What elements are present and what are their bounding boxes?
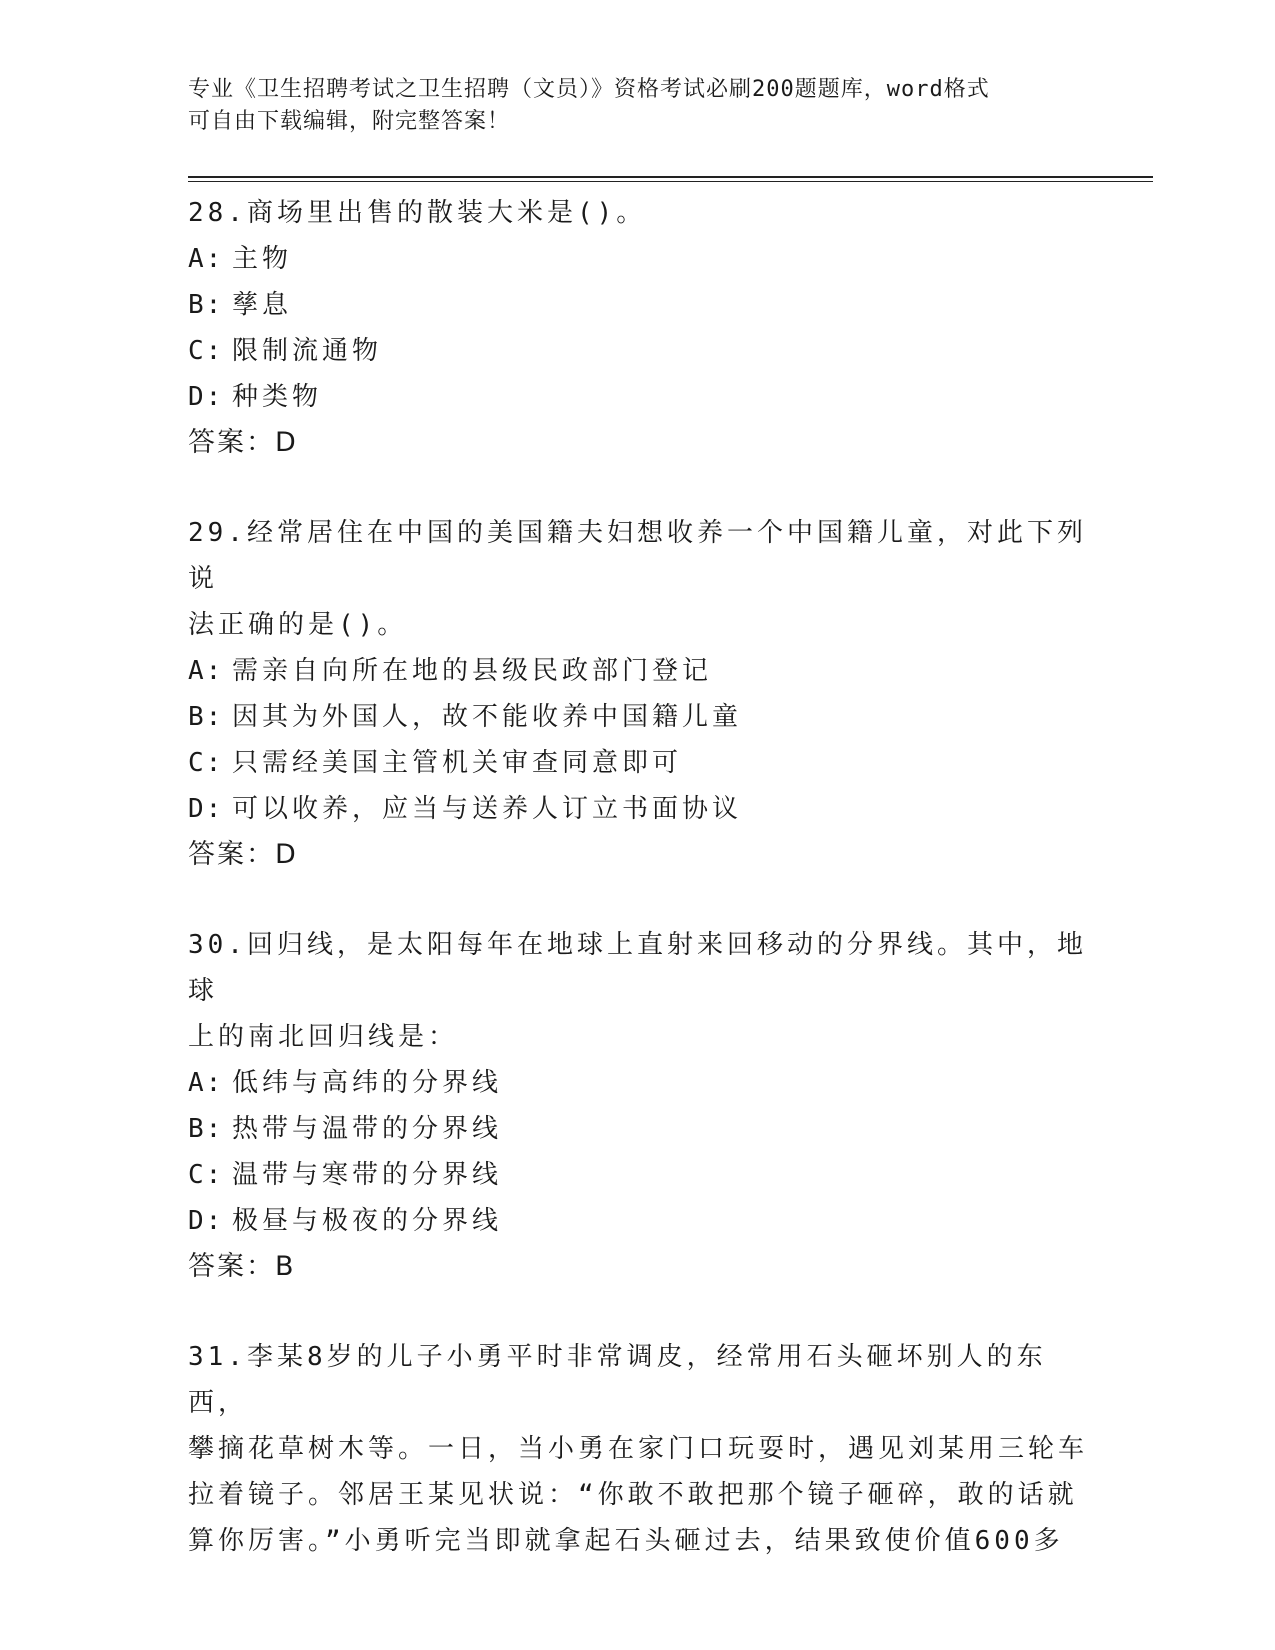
option-key: D:: [188, 794, 224, 824]
option-text: 主物: [232, 244, 293, 274]
option-d: [188, 374, 1088, 420]
option-c: [188, 328, 1088, 374]
option-text: 热带与温带的分界线: [232, 1114, 503, 1144]
option-text: 只需经美国主管机关审查同意即可: [232, 748, 683, 778]
header-line-2: 可自由下载编辑，附完整答案！: [188, 109, 511, 134]
question-stem: 30.回归线，是太阳每年在地球上直射来回移动的分界线。其中，地球: [188, 930, 1087, 1006]
option-key: C:: [188, 336, 224, 366]
question-31: [188, 1334, 1088, 1564]
answer-line: 答案：B: [188, 1251, 296, 1282]
option-key: D:: [188, 1206, 224, 1236]
option-a: [188, 236, 1088, 282]
header-divider-thick: [188, 176, 1153, 178]
option-key: D:: [188, 382, 224, 412]
question-stem: 29.经常居住在中国的美国籍夫妇想收养一个中国籍儿童，对此下列说: [188, 518, 1087, 594]
option-text: 限制流通物: [232, 336, 383, 366]
answer-line: 答案：D: [188, 839, 298, 870]
option-key: B:: [188, 290, 224, 320]
option-b: [188, 282, 1088, 328]
question-stem: 28.商场里出售的散装大米是()。: [188, 198, 647, 228]
option-text: 因其为外国人，故不能收养中国籍儿童: [232, 702, 743, 732]
option-text: 温带与寒带的分界线: [232, 1160, 503, 1190]
question-28: [188, 190, 1088, 466]
option-key: A:: [188, 656, 224, 686]
question-stem: 31.李某8岁的儿子小勇平时非常调皮，经常用石头砸坏别人的东西，: [188, 1342, 1047, 1418]
question-stem: 法正确的是()。: [188, 610, 408, 640]
question-stem: 攀摘花草树木等。一日，当小勇在家门口玩耍时，遇见刘某用三轮车: [188, 1434, 1089, 1464]
option-b: [188, 694, 1088, 740]
option-c: [188, 1152, 1088, 1198]
question-30: [188, 922, 1088, 1290]
option-text: 极昼与极夜的分界线: [232, 1206, 503, 1236]
option-key: A:: [188, 244, 224, 274]
question-29: [188, 510, 1088, 878]
option-d: [188, 1198, 1088, 1244]
option-a: [188, 648, 1088, 694]
document-header: [188, 74, 1068, 138]
option-key: B:: [188, 702, 224, 732]
option-d: [188, 786, 1088, 832]
question-stem: 上的南北回归线是：: [188, 1022, 459, 1052]
header-divider-thin: [188, 181, 1153, 182]
header-line-1: 专业《卫生招聘考试之卫生招聘（文员）》资格考试必刷200题题库，word格式: [188, 77, 990, 102]
option-b: [188, 1106, 1088, 1152]
answer-line: 答案：D: [188, 427, 298, 458]
option-key: C:: [188, 748, 224, 778]
option-text: 可以收养，应当与送养人订立书面协议: [232, 794, 743, 824]
option-text: 种类物: [232, 382, 323, 412]
option-text: 低纬与高纬的分界线: [232, 1068, 503, 1098]
option-text: 需亲自向所在地的县级民政部门登记: [232, 656, 713, 686]
option-a: [188, 1060, 1088, 1106]
question-stem: 拉着镜子。邻居王某见状说：“你敢不敢把那个镜子砸碎，敢的话就: [188, 1480, 1078, 1510]
option-key: C:: [188, 1160, 224, 1190]
option-text: 孳息: [232, 290, 293, 320]
option-c: [188, 740, 1088, 786]
question-stem: 算你厉害。”小勇听完当即就拿起石头砸过去，结果致使价值600多: [188, 1526, 1064, 1556]
question-list: [188, 190, 1088, 1564]
option-key: B:: [188, 1114, 224, 1144]
option-key: A:: [188, 1068, 224, 1098]
